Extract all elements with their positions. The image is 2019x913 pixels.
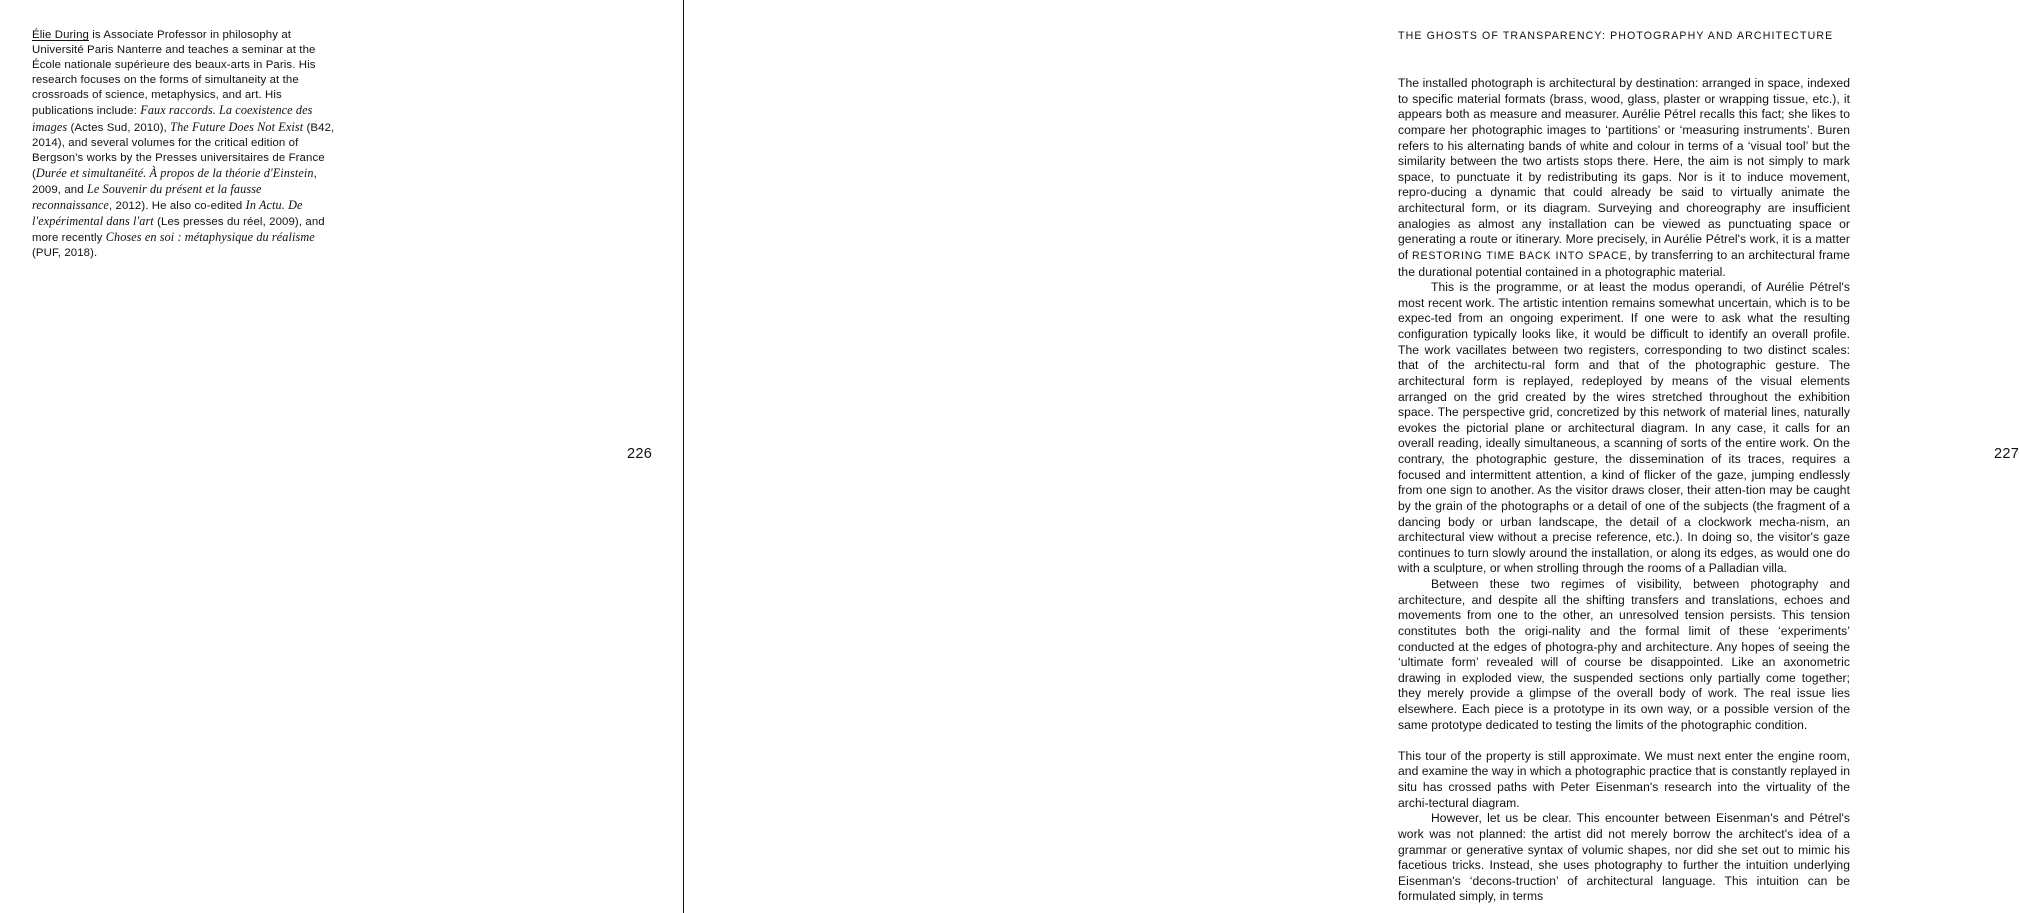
running-head: THE GHOSTS OF TRANSPARENCY: PHOTOGRAPHY AND ARCHITECTURE [1398, 30, 1834, 42]
author-name: Élie During [32, 29, 89, 41]
bio-title-3: Durée et simultanéité. À propos de la théorie d'Einstein [35, 165, 314, 180]
bio-text-7: (PUF, 2018). [32, 247, 98, 260]
paragraph-3: Between these two regimes of visibility, between photography and architecture, and despite all the shifting transfers and translations, echoes and movements from one to the other, an unresolved tension persists. This tension constitutes both the origi-nality and the formal limit of these ‘experiments’ conducted at the edges of photogra-phy and architecture. Any hopes of seeing the ‘ultimate form’ revealed will of course be disappointed. Like an axonometric drawing in exploded view, the suspended sections only partially come together; they merely provide a glimpse of the overall body of work. The real issue lies elsewhere. Each piece is a prototype in its own way, or a possible version of the same prototype dedicated to testing the limits of the photographic condition. [1398, 577, 1850, 732]
bio-title-4: Le Souvenir du présent et la fausse reconnaissance [32, 181, 262, 213]
paragraph-4: This tour of the property is still approximate. We must next enter the engine room, and examine the way in which a photographic practice that is constantly replayed in situ has crossed paths with Peter Eisenman's research into the virtuality of the archi-tectural diagram. [1398, 748, 1850, 810]
bio-title-2: The Future Does Not Exist [170, 119, 304, 134]
page-left [0, 0, 684, 913]
body-text-column [1398, 76, 1850, 905]
paragraph-1-part-b: , by transferring to an architectural frame the durational potential contained in a photographic material. [1398, 247, 1850, 279]
bio-title-6: Choses en soi : métaphysique du réalisme [105, 230, 315, 245]
paragraph-5: However, let us be clear. This encounter between Eisenman's and Pétrel's work was not planned: the artist did not merely borrow the architect's idea of a grammar or generative syntax of volumic shapes, nor did she set out to mimic his facetious tricks. Instead, she uses photography to further the intuition underlying Eisenman's ‘decons-truction’ of architectural language. This intuition can be formulated simply, in terms [1398, 811, 1850, 904]
bio-text-2: (Actes Sud, 2010), [67, 121, 171, 134]
paragraph-1 [1398, 76, 1850, 280]
page-right [684, 0, 2019, 913]
bio-text-3: (B42, 2014), and several volumes for the critical edition of Bergson's works by the Presses universitaires de France ( [32, 121, 335, 180]
paragraph-2: This is the programme, or at least the modus operandi, of Aurélie Pétrel's most recent work. The artistic intention remains somewhat uncertain, which is to be expec-ted from an ongoing experiment. If one were to ask what the resulting configuration typically looks like, it would be difficult to identify an overall profile. The work vacillates between two registers, corresponding to two distinct scales: that of the architectu-ral form and that of the photographic gesture. The architectural form is replayed, redeployed by means of the visual elements arranged on the grid created by the wires stretched throughout the exhibition space. The perspective grid, concretized by this network of material lines, naturally evokes the pictorial plane or architectural diagram. In any case, it calls for an overall reading, ideally simultaneous, a scanning of sorts of the entire work. On the contrary, the photographic gesture, the dissemination of its traces, requires a focused and intermittent attention, a kind of flicker of the gaze, jumping endlessly from one sign to another. As the visitor draws closer, their atten-tion may be caught by the grain of the photographs or a detail of one of the subjects (the fragment of a dancing body or urban landscape, the detail of a clockwork mecha-nism, an architectural view without a precise reference, etc.). In doing so, the visitor's gaze continues to turn slowly around the installation, or along its edges, as would one do with a sculpture, or when strolling through the rooms of a Palladian villa. [1398, 280, 1850, 576]
page-number-right: 227 [1994, 446, 2019, 462]
bio-text-5: , 2012). He also co-edited [108, 200, 246, 213]
bio-title-5: In Actu. De l'expérimental dans l'art [32, 198, 303, 229]
bio-title-1: Faux raccords. La coexistence des images [32, 103, 313, 134]
author-biography [32, 28, 337, 261]
bio-text-6: (Les presses du réel, 2009), and more recently [32, 216, 325, 245]
paragraph-1-part-a: The installed photograph is architectural by destination: arranged in space, indexed to specific material formats (brass, wood, glass, plaster or wrapping tissue, etc.), it appears both as measure and measurer. Aurélie Pétrel recalls this fact; she likes to compare her photographic images to ‘partitions’ or ‘measuring instruments’. Buren refers to his alternating bands of white and colour in terms of a ‘visual tool’ but the similarity between the two artists stops there. Here, the aim is not simply to mark space, to punctuate it by redistributing its gaps. Nor is it to induce movement, repro-ducing a dynamic that could already be said to virtually animate the architectural form, or its diagram. Surveying and choreography are insufficient analogies as almost any installation can be viewed as punctuating space or generating a route or itinerary. More precisely, in Aurélie Pétrel's work, it is a matter of [1398, 76, 1850, 262]
paragraph-1-smallcaps: RESTORING TIME BACK INTO SPACE [1411, 249, 1628, 262]
page-number-left: 226 [627, 446, 653, 462]
bio-text-4: , 2009, and [32, 167, 317, 196]
bio-text-1: is Associate Professor in philosophy at Université Paris Nanterre and teaches a seminar at the École nationale supérieure des beaux-arts in Paris. His research focuses on the forms of simultaneity at the crossroads of science, metaphysics, and art. His publications include: [32, 29, 316, 118]
